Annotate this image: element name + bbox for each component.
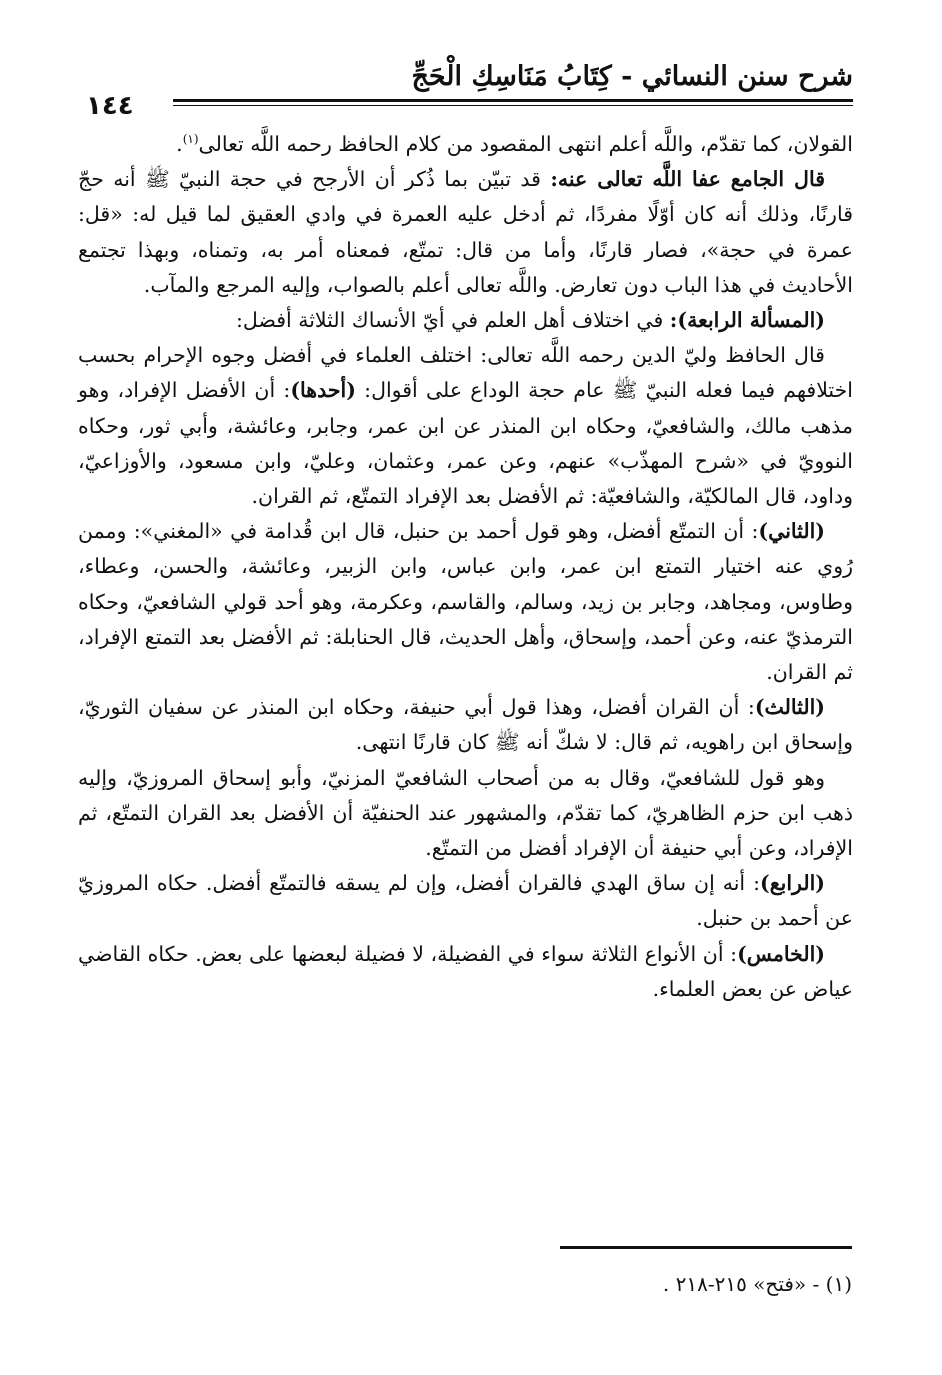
paragraph-5 (78, 514, 853, 690)
paragraph-4 (78, 338, 853, 514)
paragraph-1-text: القولان، كما تقدّم، واللَّه أعلم انتهى المقصود من كلام الحافظ رحمه اللَّه تعالى (198, 132, 853, 156)
opinion-2-lead: (الثاني) (758, 519, 825, 544)
issue-heading: (المسألة الرابعة): (669, 308, 825, 333)
opinion-3-text: : أن القران أفضل، وهذا قول أبي حنيفة، وحكاه ابن المنذر عن سفيان الثوريّ، وإسحاق ابن راهويه، ثم قال: لا شكّ أنه ﷺ كان قارنًا انتهى. (78, 695, 853, 755)
page-number: ١٤٤ (86, 91, 134, 121)
paragraph-1-end: . (176, 132, 183, 156)
paragraph-9 (78, 937, 853, 1007)
opinion-3-lead: (الثالث) (754, 695, 825, 720)
main-text (78, 127, 853, 1007)
running-title: شرح سنن النسائي - كِتَابُ مَنَاسِكِ الْحَجِّ (411, 61, 853, 92)
paragraph-7 (78, 761, 853, 867)
footnote-ref: (١) (182, 132, 199, 146)
opinion-1-lead: (أحدها) (290, 378, 356, 403)
opinion-5-text: : أن الأنواع الثلاثة سواء في الفضيلة، لا فضيلة لبعضها على بعض. حكاه القاضي عياض عن بعض العلماء. (78, 941, 853, 1001)
page-header (78, 55, 853, 121)
paragraph-4-text: قال الحافظ وليّ الدين رحمه اللَّه تعالى: اختلف العلماء في أفضل وجوه الإحرام بحسب اختلافهم فيما فعله النبيّ ﷺ عام حجة الوداع على أقوال: (78, 343, 853, 403)
opinion-2-text: : أن التمتّع أفضل، وهو قول أحمد بن حنبل، قال ابن قُدامة في «المغني»: وممن رُوي عنه اختيار التمتع ابن عمر، وابن عباس، وابن الزبير، وعائشة، والحسن، وعطاء، وطاوس، ومجاهد، وجابر بن زيد، وسالم، والقاسم، وعكرمة، وهو أحد قولي الشافعيّ، وحكاه الترمذيّ عنه، وعن أحمد، وإسحاق، وأهل الحديث، قال الحنابلة: ثم الأفضل بعد التمتع الإفراد، ثم القران. (78, 519, 853, 685)
paragraph-7-text: وهو قول للشافعيّ، وقال به من أصحاب الشافعيّ المزنيّ، وأبو إسحاق المروزيّ، وإليه ذهب ابن حزم الظاهريّ، كما تقدّم، والمشهور عند الحنفيّة أن الأفضل بعد القران التمتّع، ثم الإفراد، وعن أبي حنيفة أن الإفراد أفضل من التمتّع. (78, 765, 853, 861)
paragraph-8 (78, 866, 853, 936)
header-rule-thick (173, 99, 853, 102)
paragraph-2-text: قد تبيّن بما ذُكر أن الأرجح في حجة النبيّ ﷺ أنه حجّ قارنًا، وذلك أنه كان أوّلًا مفردًا، ثم أدخل عليه العمرة في وادي العقيق لما قيل له: «قل: عمرة في حجة»، فصار قارنًا، وأما من قال: تمتّع، فمعناه أمر به، وتمناه، وبهذا تجتمع الأحاديث في هذا الباب دون تعارض. واللَّه تعالى أعلم بالصواب، وإليه المرجع والمآب. (78, 167, 853, 297)
paragraph-2 (78, 162, 853, 303)
paragraph-1 (78, 127, 853, 162)
footnote: (١) - «فتح» ٢١٥-٢١٨ . (662, 1272, 852, 1296)
header-rule-thin (173, 105, 853, 106)
issue-heading-text: في اختلاف أهل العلم في أيّ الأنساك الثلاثة أفضل: (236, 308, 670, 333)
opinion-1-text: : أن الأفضل الإفراد، وهو مذهب مالك، والشافعيّ، وحكاه ابن المنذر عن ابن عمر، وجابر، وعائشة، وأبي ثور، وحكاه النوويّ في «شرح المهذّب» عنهم، وعن عمر، وعثمان، وعليّ، وابن مسعود، والأوزاعيّ، وداود، قال المالكيّة، والشافعيّة: ثم الأفضل بعد الإفراد التمتّع، ثم القران. (78, 378, 853, 509)
opinion-4-text: : أنه إن ساق الهدي فالقران أفضل، وإن لم يسقه فالتمتّع أفضل. حكاه المروزيّ عن أحمد بن حنبل. (78, 871, 853, 931)
opinion-5-lead: (الخامس) (737, 941, 825, 966)
opinion-4-lead: (الرابع) (760, 871, 825, 896)
paragraph-6 (78, 690, 853, 760)
paragraph-3 (78, 303, 853, 338)
footnote-separator (560, 1246, 852, 1249)
paragraph-2-lead: قال الجامع عفا اللَّه تعالى عنه: (550, 167, 825, 192)
